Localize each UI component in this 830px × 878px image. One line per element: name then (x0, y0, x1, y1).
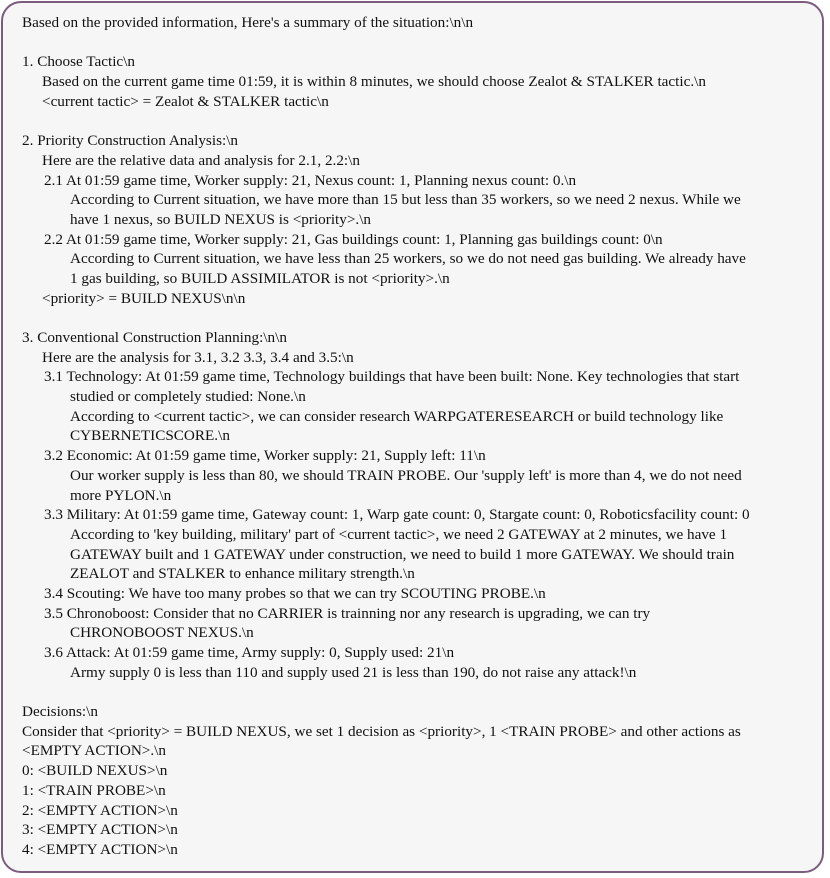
text-line: Our worker supply is less than 80, we should TRAIN PROBE. Our 'supply left' is more than 4, we do not need (70, 466, 742, 484)
text-line: Army supply 0 is less than 110 and supply used 21 is less than 190, do not raise any attack!\n (70, 663, 637, 681)
text-line: 1 gas building, so BUILD ASSIMILATOR is not <priority>.\n (70, 269, 450, 287)
text-line: Based on the current game time 01:59, it is within 8 minutes, we should choose Zealot & STALKER tactic.\n (42, 73, 706, 91)
section-title-choose-tactic: 1. Choose Tactic\n (22, 53, 135, 71)
text-line: GATEWAY built and 1 GATEWAY under construction, we need to build 1 more GATEWAY. We should train (70, 545, 735, 563)
spacer (22, 33, 812, 53)
spacer (22, 308, 812, 328)
text-line: According to <current tactic>, we can consider research WARPGATERESEARCH or build technology like (70, 407, 724, 425)
decision-item: 0: <BUILD NEXUS>\n (22, 762, 168, 780)
spacer (22, 682, 812, 702)
text-line: have 1 nexus, so BUILD NEXUS is <priority>.\n (70, 210, 372, 228)
text-line: According to Current situation, we have more than 15 but less than 35 workers, so we need 2 nexus. While we (70, 191, 741, 209)
section-title-priority-construction: 2. Priority Construction Analysis:\n (22, 132, 239, 150)
text-line: Here are the relative data and analysis for 2.1, 2.2:\n (42, 151, 360, 169)
text-line: <current tactic> = Zealot & STALKER tactic\n (42, 92, 329, 110)
text-line: Here are the analysis for 3.1, 3.2 3.3, 3.4 and 3.5:\n (42, 348, 354, 366)
decision-item: 3: <EMPTY ACTION>\n (22, 821, 178, 839)
text-line: <EMPTY ACTION>.\n (22, 742, 166, 760)
text-line: Consider that <priority> = BUILD NEXUS, we set 1 decision as <priority>, 1 <TRAIN PROBE> and other actions as (22, 722, 741, 740)
decision-item: 2: <EMPTY ACTION>\n (22, 801, 178, 819)
text-line: studied or completely studied: None.\n (70, 388, 306, 406)
intro-line: Based on the provided information, Here's a summary of the situation:\n\n (22, 14, 474, 31)
text-line: more PYLON.\n (70, 486, 172, 504)
item-heading: 2.2 At 01:59 game time, Worker supply: 21, Gas buildings count: 1, Planning gas buildings count: 0\n (44, 230, 663, 248)
item-heading: 3.1 Technology: At 01:59 game time, Technology buildings that have been built: None. Key technologies that start (44, 368, 740, 386)
section-title-decisions: Decisions:\n (22, 703, 98, 721)
item-heading: 3.6 Attack: At 01:59 game time, Army supply: 0, Supply used: 21\n (44, 644, 455, 661)
decision-item: 1: <TRAIN PROBE>\n (22, 781, 166, 799)
item-heading: 2.1 At 01:59 game time, Worker supply: 21, Nexus count: 1, Planning nexus count: 0.\n (44, 171, 577, 189)
item-heading: 3.4 Scouting: We have too many probes so that we can try SCOUTING PROBE.\n (44, 584, 546, 602)
summary-text (22, 13, 812, 860)
text-line: ZEALOT and STALKER to enhance military strength.\n (70, 565, 415, 583)
text-line: According to 'key building, military' part of <current tactic>, we need 2 GATEWAY at 2 minutes, we have 1 (70, 525, 728, 543)
decision-item: 4: <EMPTY ACTION>\n (22, 840, 178, 858)
spacer (22, 111, 812, 131)
text-line: CYBERNETICSCORE.\n (70, 427, 230, 445)
section-title-conventional-construction: 3. Conventional Construction Planning:\n\n (22, 329, 287, 346)
summary-panel (1, 1, 824, 873)
item-heading: 3.3 Military: At 01:59 game time, Gateway count: 1, Warp gate count: 0, Stargate count: 0, Roboticsfacility count: 0 (44, 506, 750, 524)
text-line: According to Current situation, we have less than 25 workers, so we do not need gas building. We already have (70, 250, 746, 268)
item-heading: 3.5 Chronoboost: Consider that no CARRIER is trainning nor any research is upgrading, we can try (44, 604, 651, 622)
text-line: <priority> = BUILD NEXUS\n\n (42, 289, 246, 307)
item-heading: 3.2 Economic: At 01:59 game time, Worker supply: 21, Supply left: 11\n (44, 447, 486, 465)
text-line: CHRONOBOOST NEXUS.\n (70, 624, 254, 642)
